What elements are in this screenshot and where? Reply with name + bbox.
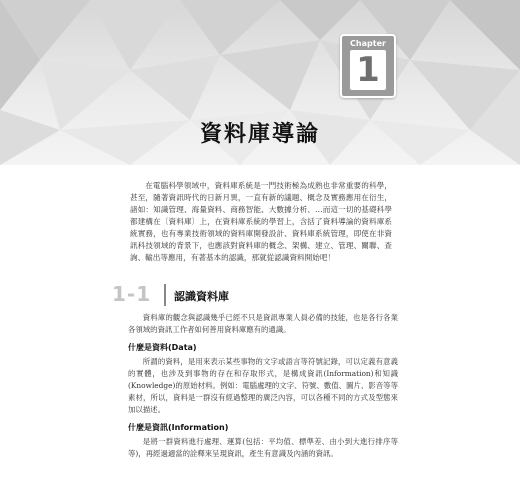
section-lead [128, 312, 398, 336]
subsection-heading-data: 什麼是資料(Data) [128, 343, 197, 352]
section-title: 認識資料庫 [174, 290, 229, 303]
subsection-text-information: 是將一群資料進行處理、運算(包括：平均值、標準差、由小到大進行排序等等)，再經過適當的詮釋來呈現資訊，產生有意識及內涵的資訊。 [128, 437, 398, 458]
intro-paragraph [130, 180, 392, 264]
chapter-label: Chapter [350, 39, 386, 48]
chapter-title: 資料庫導論 [199, 122, 320, 147]
section-heading [112, 282, 412, 308]
intro-text: 在電腦科學領域中，資料庫系統是一門技術極為成熟也非常重要的科學，甚至，隨著資訊時代的日新月異，一直有新的議題、概念及實務應用在衍生，諸如：知識管理、海量資料、商務智能、大數據分析、…而這一切的基礎科學都建構在〔資料庫〕上，在資料庫系統的學習上，含括了資料導論的資料庫系統實務，也有專業技術領域的資料庫開發設計、資料庫系統管理，即使在非資訊科技領域的背景下，也應該對資料庫的概念、架構、建立、管理、關聯、查詢、輸出等應用，有著基本的認識，那就從認識資料開始吧！ [130, 181, 392, 262]
chapter-number: 1 [350, 50, 386, 90]
subsection-heading-information: 什麼是資訊(Information) [128, 423, 229, 432]
subsection-body-information [128, 436, 398, 460]
subsection-body-data [128, 356, 398, 416]
chapter-badge [340, 34, 396, 98]
chapter-banner [0, 0, 520, 165]
section-number: 1-1 [112, 282, 152, 306]
section-divider [164, 284, 166, 306]
section-lead-text: 資料庫的觀念與認識幾乎已經不只是資訊專業人員必備的技能，也是各行各業各領域的資訊工作者如何善用資料庫應有的通識。 [128, 313, 398, 334]
subsection-text-data: 所謂的資料，是用來表示某些事物的文字或語言等符號記錄，可以定義有意義的實體，也涉及到事物的存在和存取形式，是構成資訊(Information)和知識(Knowledge)的原始材料。例如：電腦處理的文字、符號、數值、圖片、影音等等素材，所以，資料是一群沒有經過整理的廣泛內容，可以各種不同的方式及型態來加以描述。 [128, 357, 398, 414]
